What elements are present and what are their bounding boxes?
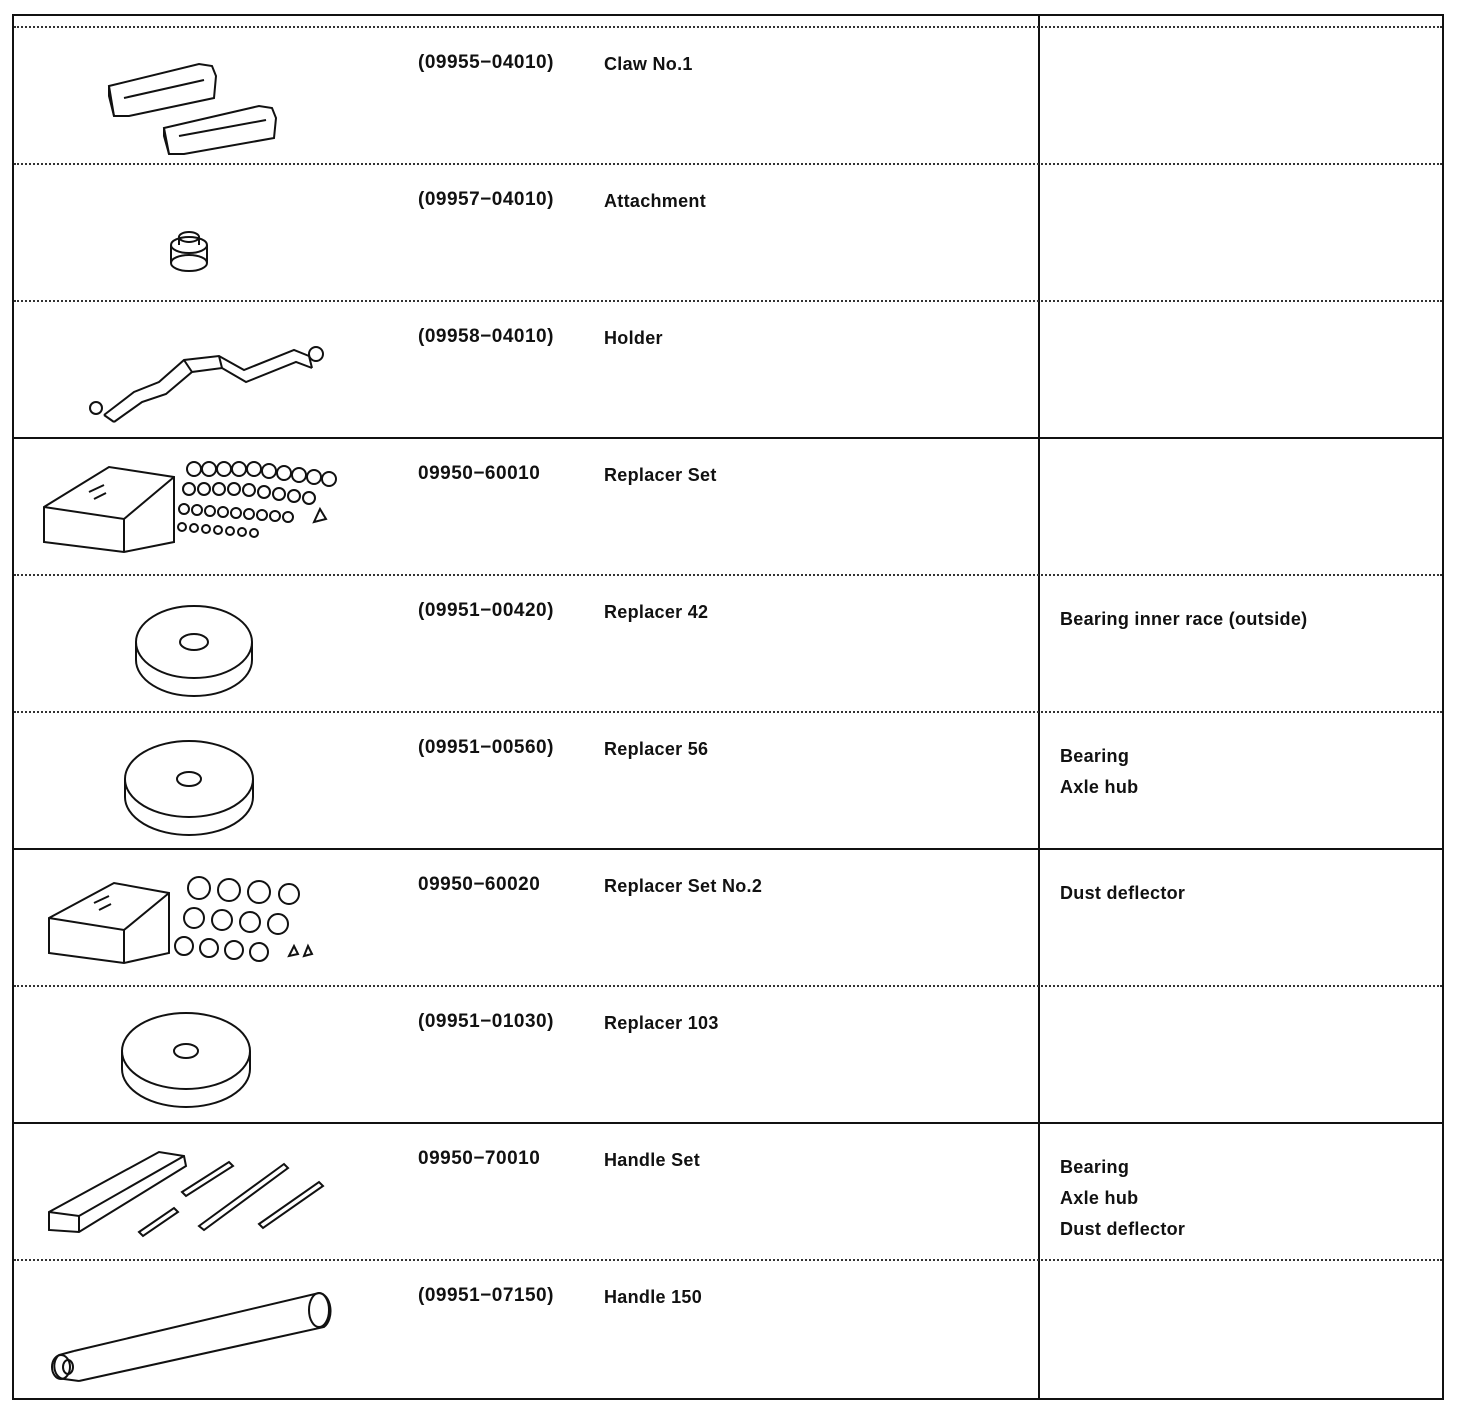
table-row <box>14 1259 1442 1396</box>
table-row <box>14 848 1442 985</box>
part-number: (09958−04010) <box>418 326 554 347</box>
disc-icon <box>34 995 374 1115</box>
part-number: (09955−04010) <box>418 52 554 73</box>
attachment-icon <box>34 173 374 293</box>
replacer-set-2-icon <box>34 858 374 978</box>
part-number: (09951−00560) <box>418 737 554 758</box>
table-row <box>14 574 1442 711</box>
usage-note: Axle hub <box>1060 777 1139 797</box>
table-row <box>14 1122 1442 1259</box>
disc-icon <box>34 584 374 704</box>
table-row <box>14 163 1442 300</box>
claw-icon <box>34 36 374 156</box>
handle-icon <box>34 1269 374 1389</box>
part-name: Replacer 103 <box>604 1013 719 1033</box>
part-name: Replacer Set <box>604 465 717 485</box>
usage-note: Bearing inner race (outside) <box>1060 609 1308 629</box>
usage-notes <box>1060 878 1185 909</box>
table-row <box>14 711 1442 848</box>
part-name: Replacer Set No.2 <box>604 876 763 896</box>
part-number: 09950−70010 <box>418 1148 541 1169</box>
part-number: 09950−60010 <box>418 463 541 484</box>
holder-icon <box>34 310 374 430</box>
part-number: (09951−07150) <box>418 1285 554 1306</box>
part-name: Handle 150 <box>604 1287 703 1307</box>
usage-notes <box>1060 604 1307 635</box>
part-number: 09950−60020 <box>418 874 541 895</box>
replacer-set-icon <box>34 447 374 567</box>
usage-note: Axle hub <box>1060 1188 1139 1208</box>
part-name: Handle Set <box>604 1150 701 1170</box>
part-name: Claw No.1 <box>604 54 693 74</box>
handle-set-icon <box>34 1132 374 1252</box>
usage-note: Dust deflector <box>1060 883 1186 903</box>
part-number: (09951−00420) <box>418 600 554 621</box>
usage-notes <box>1060 1152 1185 1245</box>
usage-note: Bearing <box>1060 746 1130 766</box>
part-number: (09957−04010) <box>418 189 554 210</box>
part-name: Replacer 42 <box>604 602 709 622</box>
usage-notes <box>1060 741 1138 803</box>
tool-table <box>12 14 1444 1400</box>
table-row <box>14 26 1442 163</box>
part-name: Attachment <box>604 191 707 211</box>
part-number: (09951−01030) <box>418 1011 554 1032</box>
part-name: Replacer 56 <box>604 739 709 759</box>
part-name: Holder <box>604 328 663 348</box>
usage-note: Dust deflector <box>1060 1219 1186 1239</box>
disc-icon <box>34 721 374 841</box>
table-row <box>14 300 1442 437</box>
usage-note: Bearing <box>1060 1157 1130 1177</box>
table-row <box>14 437 1442 574</box>
table-row <box>14 985 1442 1122</box>
